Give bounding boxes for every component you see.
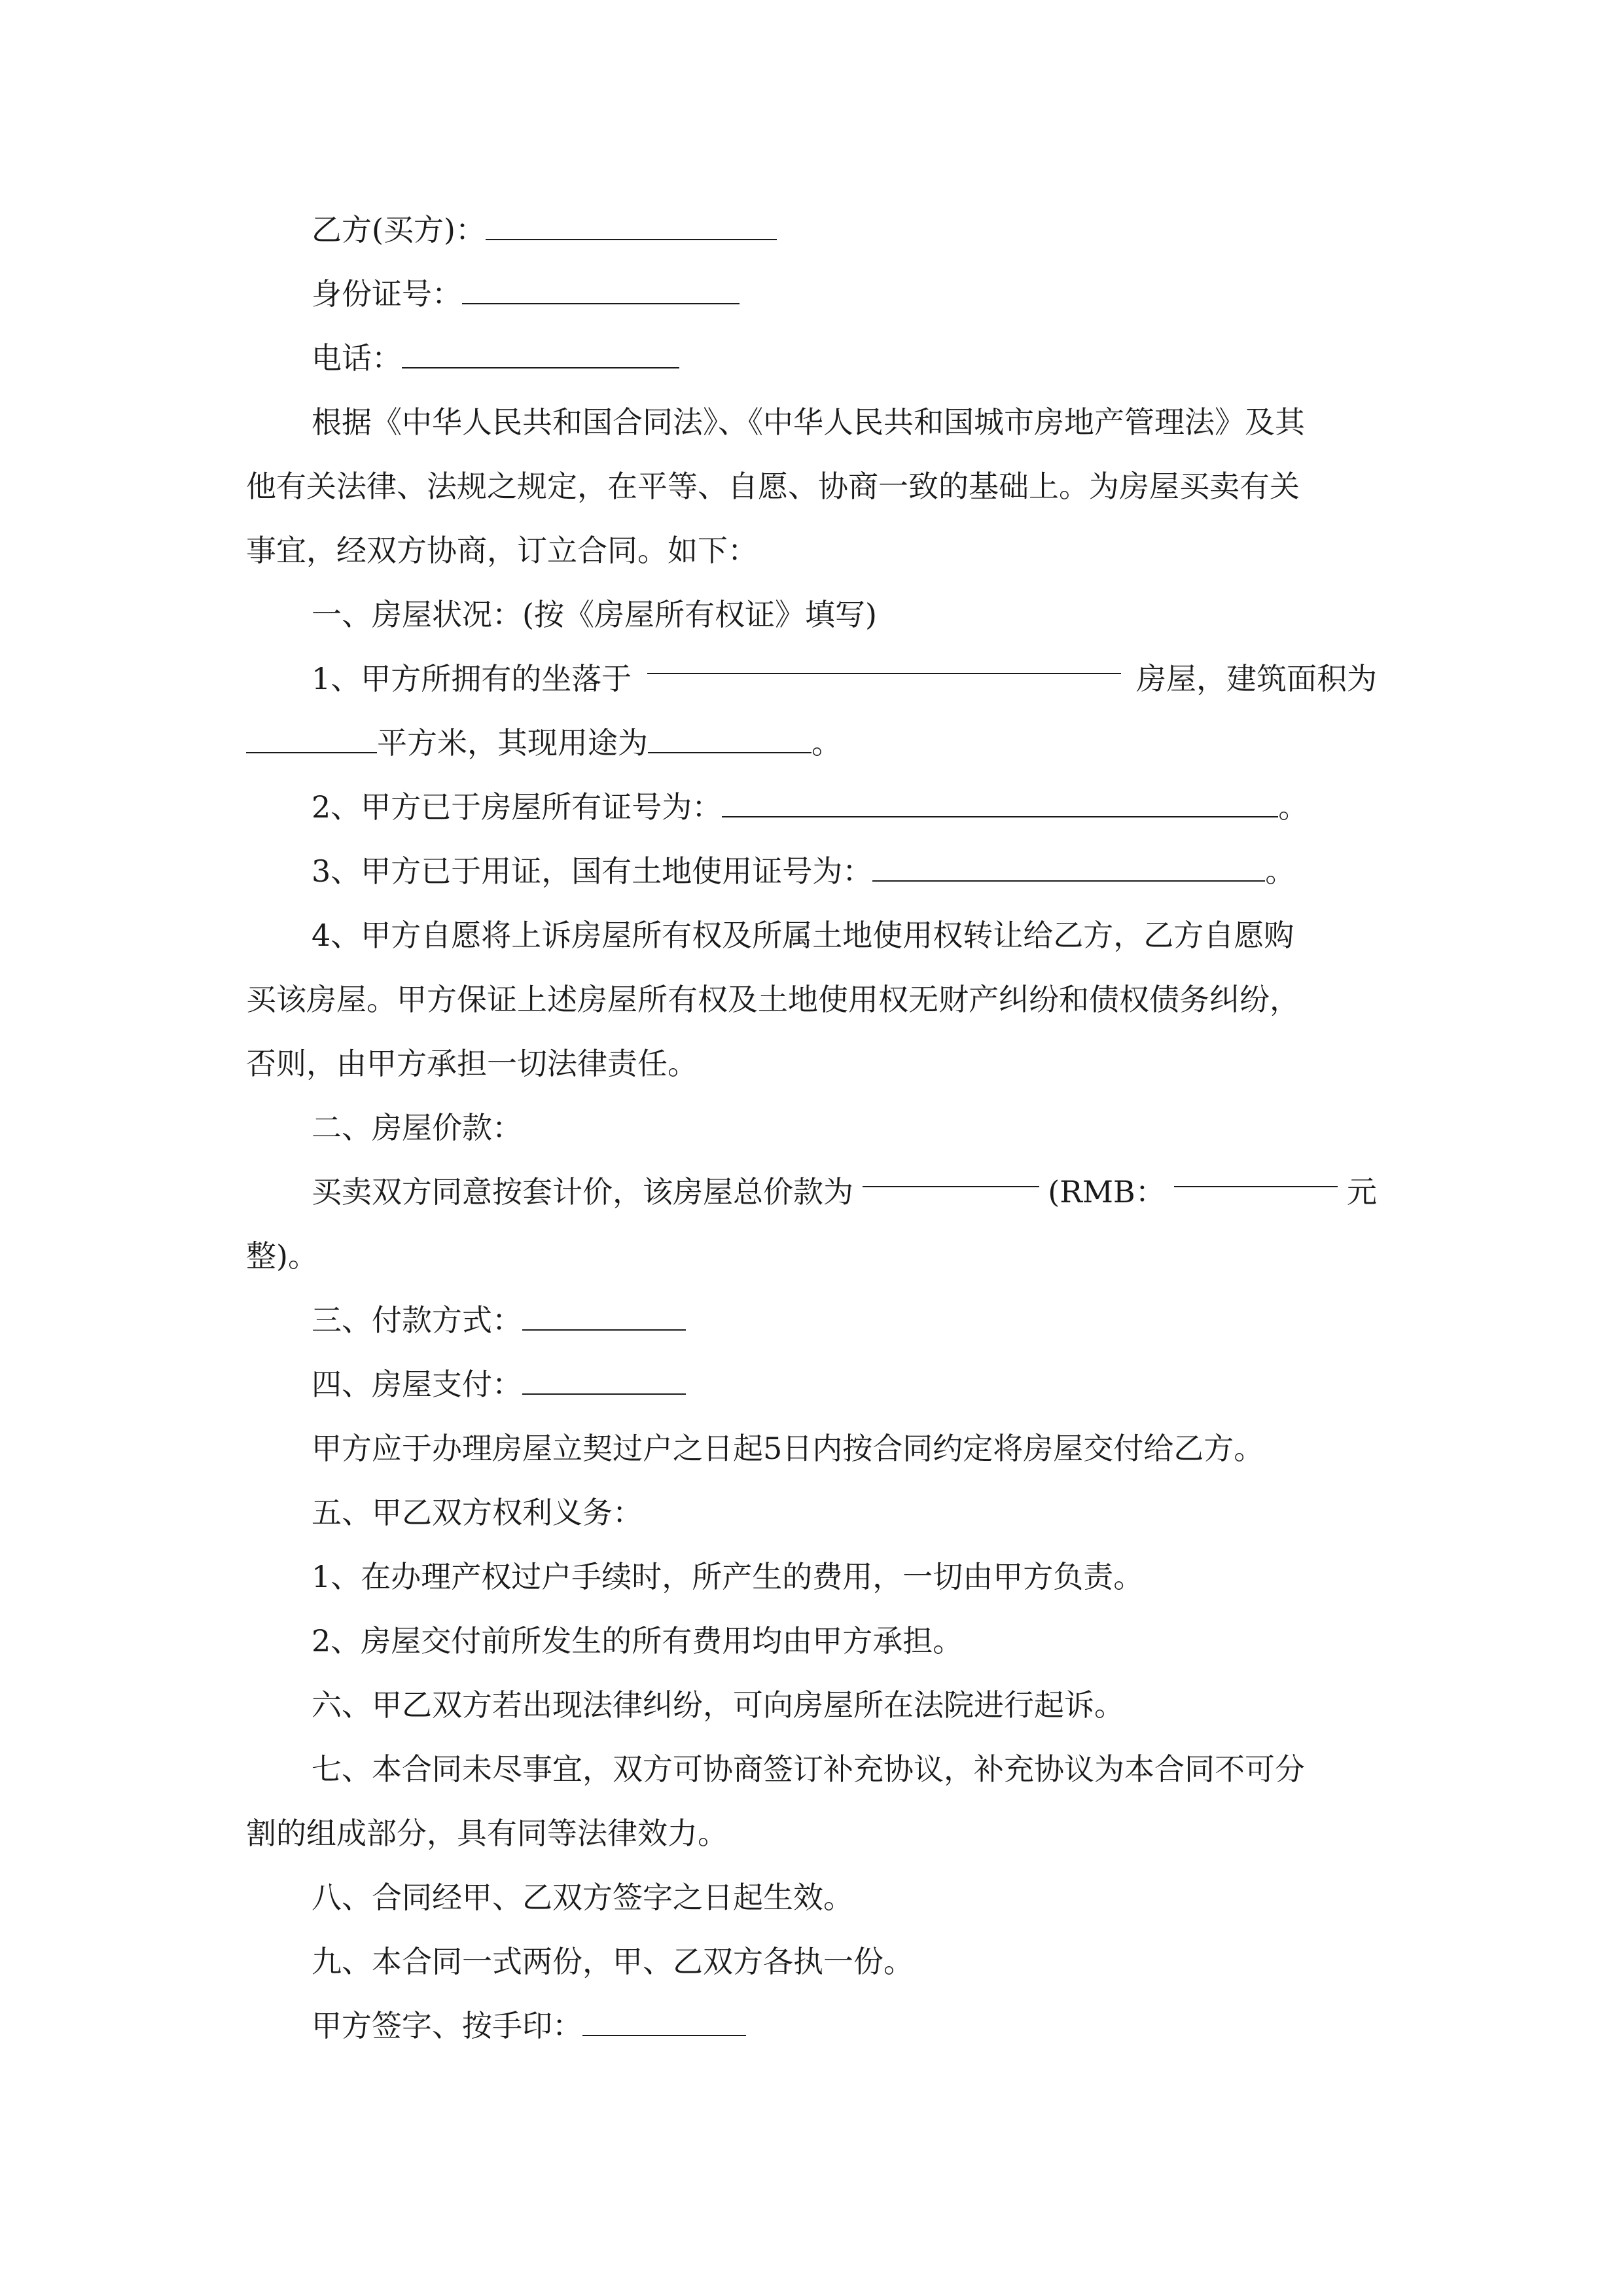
payment-method-blank [522, 1303, 686, 1331]
section-5-item-2-text: 2、房屋交付前所发生的所有费用均由甲方承担。 [312, 1623, 963, 1659]
section-2-title-text: 二、房屋价款： [312, 1110, 522, 1145]
seller-sign-blank [582, 2009, 746, 2036]
delivery-blank [522, 1367, 686, 1395]
section-4-text [246, 1416, 1377, 1480]
intro-line-2 [246, 454, 1377, 518]
section-1-item-4-line-2 [246, 967, 1377, 1031]
intro-text-3: 事宜，经双方协商，订立合同。如下： [246, 533, 758, 568]
section-2-price-line-1 [246, 1160, 1377, 1224]
price-text-a: 买卖双方同意按套计价，该房屋总价款为 [312, 1174, 853, 1210]
intro-line-1 [246, 390, 1377, 454]
intro-text-1: 根据《中华人民共和国合同法》、《中华人民共和国城市房地产管理法》及其 [312, 404, 1305, 440]
section-5-title [246, 1480, 1377, 1545]
section-6 [246, 1673, 1377, 1737]
price-text-c: 元 [1347, 1174, 1377, 1210]
item-4-text-2: 买该房屋。甲方保证上述房屋所有权及土地使用权无财产纠纷和债权债务纠纷， [246, 982, 1300, 1017]
property-cert-blank [722, 790, 1278, 817]
price-blank [863, 1160, 1039, 1187]
usage-blank [648, 726, 812, 753]
item-1-text-c: 平方米，其现用途为 [377, 725, 648, 761]
contract-body [246, 198, 1377, 2058]
phone-line [246, 326, 1377, 390]
section-1-item-1-line-2 [246, 711, 1377, 775]
area-blank [246, 726, 377, 753]
price-text-d: 整)。 [246, 1238, 318, 1274]
section-9 [246, 1929, 1377, 1994]
item-4-text-1: 4、甲方自愿将上诉房屋所有权及所属土地使用权转让给乙方，乙方自愿购 [312, 918, 1294, 953]
section-3-title-text: 三、付款方式： [312, 1302, 522, 1338]
section-6-text: 六、甲乙双方若出现法律纠纷，可向房屋所在法院进行起诉。 [312, 1687, 1124, 1723]
phone-label: 电话： [312, 340, 402, 376]
id-blank [462, 277, 740, 304]
item-1-text-d: 。 [812, 725, 842, 761]
section-7-line-2 [246, 1801, 1377, 1865]
section-1-item-4-line-3 [246, 1031, 1377, 1096]
buyer-line [246, 198, 1377, 262]
section-5-item-1-text: 1、在办理产权过户手续时，所产生的费用，一切由甲方负责。 [312, 1559, 1144, 1594]
section-8-text: 八、合同经甲、乙双方签字之日起生效。 [312, 1880, 853, 1915]
intro-line-3 [246, 518, 1377, 583]
seller-sign-label: 甲方签字、按手印： [312, 2008, 582, 2043]
id-line [246, 262, 1377, 326]
section-1-title-text: 一、房屋状况：(按《房屋所有权证》填写) [312, 597, 877, 632]
rmb-blank [1174, 1160, 1338, 1187]
seller-signature-line [246, 1994, 1377, 2058]
section-5-title-text: 五、甲乙双方权利义务： [312, 1495, 643, 1530]
land-cert-blank [872, 854, 1265, 882]
section-7-line-1 [246, 1737, 1377, 1801]
section-4 [246, 1352, 1377, 1416]
section-1-item-1-line-1 [246, 647, 1377, 711]
location-blank [647, 647, 1121, 674]
section-4-title-text: 四、房屋支付： [312, 1367, 522, 1402]
section-2-price-line-2 [246, 1224, 1377, 1288]
phone-blank [402, 341, 679, 368]
item-2-text-a: 2、甲方已于房屋所有证号为： [312, 789, 722, 825]
section-9-text: 九、本合同一式两份，甲、乙双方各执一份。 [312, 1944, 914, 1979]
section-1-item-3 [246, 839, 1377, 903]
section-1-item-4-line-1 [246, 903, 1377, 967]
section-1-title [246, 583, 1377, 647]
section-7-text-1: 七、本合同未尽事宜，双方可协商签订补充协议，补充协议为本合同不可分 [312, 1751, 1305, 1787]
section-3 [246, 1288, 1377, 1352]
section-8 [246, 1865, 1377, 1929]
price-text-b: (RMB： [1048, 1174, 1166, 1210]
item-3-text-b: 。 [1265, 853, 1296, 889]
section-5-item-2 [246, 1609, 1377, 1673]
section-7-text-2: 割的组成部分，具有同等法律效力。 [246, 1816, 728, 1851]
item-2-text-b: 。 [1278, 789, 1309, 825]
section-1-item-2 [246, 775, 1377, 839]
item-1-text-a: 1、甲方所拥有的坐落于 [312, 661, 632, 696]
item-1-text-b: 房屋，建筑面积为 [1136, 661, 1377, 696]
section-2-title [246, 1096, 1377, 1160]
section-4-text-content: 甲方应于办理房屋立契过户之日起5日内按合同约定将房屋交付给乙方。 [312, 1431, 1264, 1466]
intro-text-2: 他有关法律、法规之规定，在平等、自愿、协商一致的基础上。为房屋买卖有关 [246, 469, 1300, 504]
buyer-label: 乙方(买方)： [312, 212, 486, 247]
id-label: 身份证号： [312, 276, 462, 312]
item-4-text-3: 否则，由甲方承担一切法律责任。 [246, 1046, 698, 1081]
section-5-item-1 [246, 1545, 1377, 1609]
item-3-text-a: 3、甲方已于用证，国有土地使用证号为： [312, 853, 873, 889]
buyer-blank [486, 213, 777, 240]
